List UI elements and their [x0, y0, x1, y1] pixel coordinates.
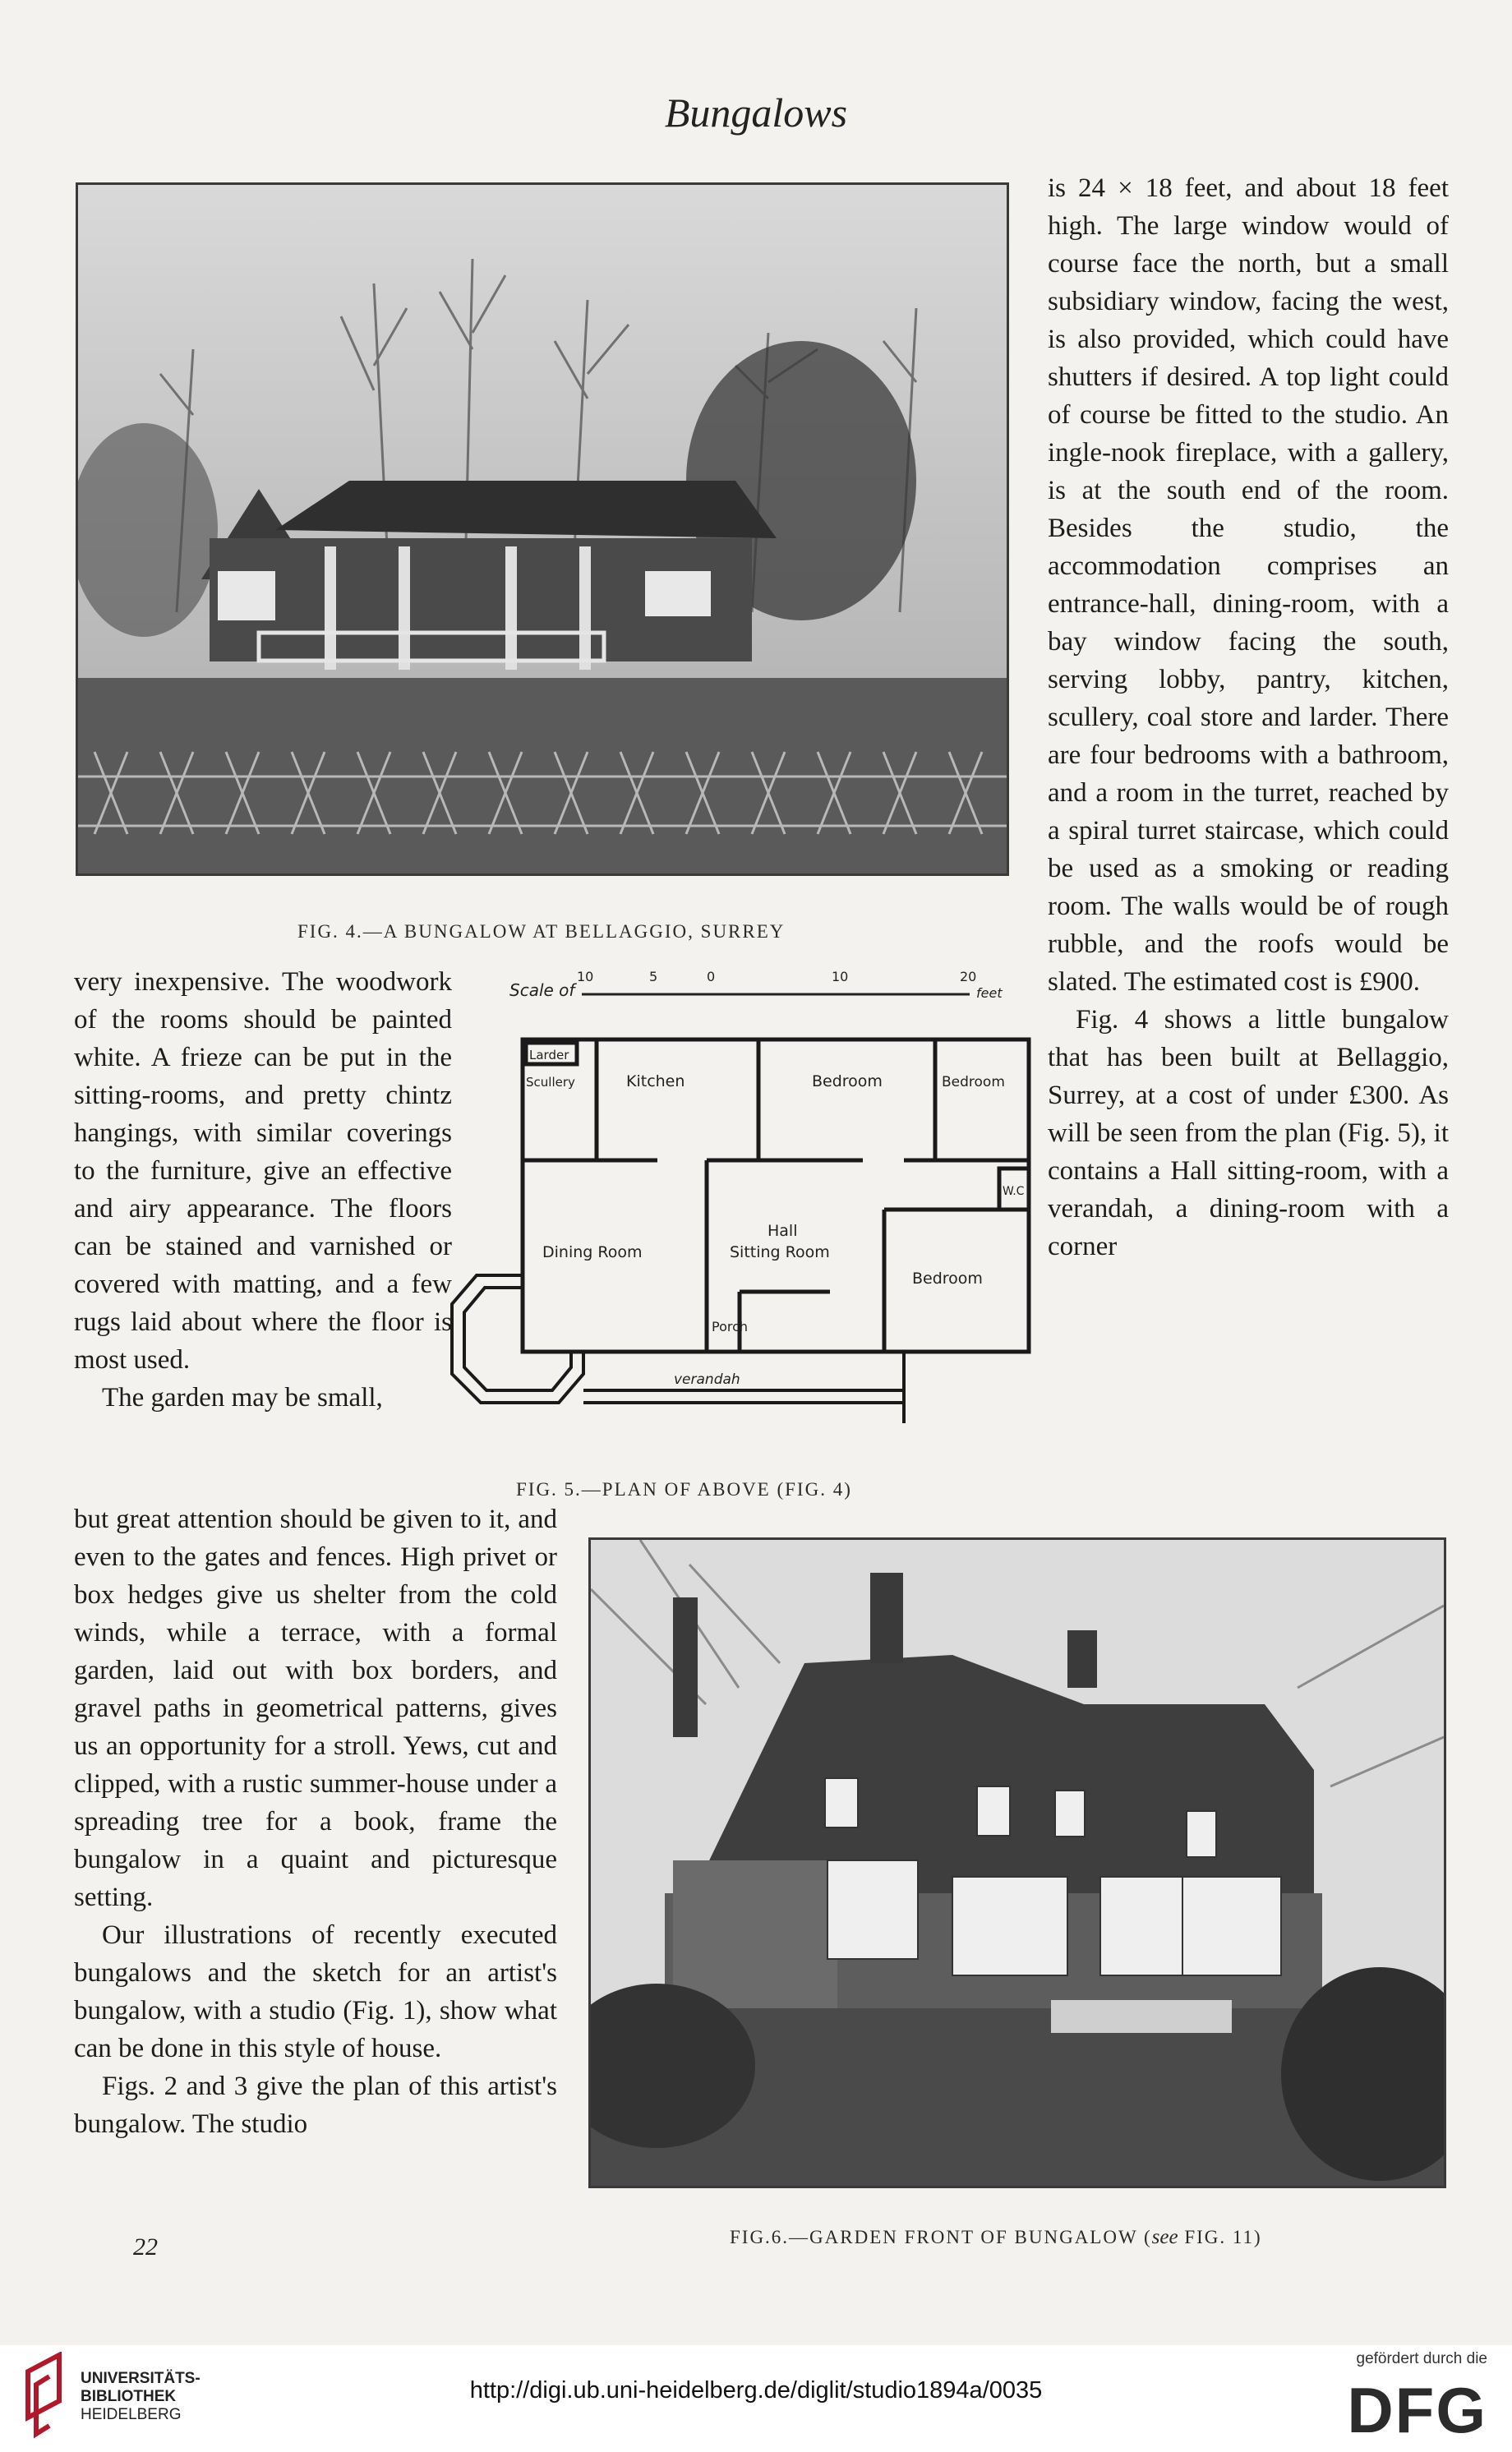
- scale-tick: 10: [832, 969, 849, 984]
- garden-front-image: [591, 1540, 1444, 2186]
- room-label: Larder: [529, 1048, 569, 1062]
- paragraph: Our illustrations of recently executed bungalows and the sketch for an artist's bungalow, with a studio (Fig. 1), show what can be done in this style of house.: [74, 1920, 557, 2063]
- room-label: Kitchen: [626, 1072, 685, 1090]
- permalink-url[interactable]: http://digi.ub.uni-heidelberg.de/diglit/studio1894a/0035: [469, 2377, 1043, 2404]
- room-label: Sitting Room: [730, 1243, 830, 1261]
- bungalow-bellaggio-image: [78, 185, 1007, 873]
- running-title: Bungalows: [664, 90, 848, 136]
- fig4-caption: FIG. 4.—A BUNGALOW AT BELLAGGIO, SURREY: [297, 921, 786, 942]
- room-label: Porch: [712, 1319, 749, 1334]
- room-label: verandah: [674, 1371, 740, 1388]
- funded-by-label: gefördert durch die: [1356, 2350, 1487, 2367]
- paragraph: is 24 × 18 feet, and about 18 feet high. The large window would of course face the north, but a small subsidiary window, facing the west, is also provided, which could have shutters if desired. A top light could of course be fitted to the studio. An ingle-nook fireplace, with a gallery, is at the south end of the room. Besides the studio, the accommodation comprises an entrance-hall, dining-room, with a bay window facing the south, serving lobby, pantry, kitchen, scullery, coal store and larder. There are four bedrooms with a bathroom, and a room in the turret, reached by a spiral turret staircase, which could be used as a smoking or reading room. The walls would be of rough rubble, and the roofs would be slated. The estimated cost is £900.: [1048, 173, 1449, 997]
- left-column-bottom: [74, 1500, 557, 2143]
- fig5-caption: FIG. 5.—PLAN OF ABOVE (FIG. 4): [516, 1479, 852, 1500]
- scale-tick: 10: [577, 969, 594, 984]
- paragraph-continued: but great attention should be given to it, and even to the gates and fences. High privet or box hedges give us shelter from the cold winds, while a terrace, with a formal garden, laid out with box borders, and gravel paths in geometrical patterns, gives us an opportunity for a stroll. Yews, cut and clipped, with a rustic summer-house under a spreading tree for a book, frame the bungalow in a quaint and picturesque setting.: [74, 1505, 557, 1912]
- room-label: Scullery: [526, 1075, 575, 1090]
- right-column: [1048, 169, 1449, 1265]
- page-number: 22: [133, 2233, 158, 2261]
- room-label: Hall: [768, 1222, 798, 1240]
- scale-label: Scale of: [509, 980, 575, 1000]
- fig5-floor-plan: [444, 963, 1035, 1473]
- room-label: Bedroom: [912, 1270, 983, 1288]
- paragraph: Fig. 4 shows a little bungalow that has been built at Bellaggio, Surrey, at a cost of under £300. As will be seen from the plan (Fig. 5), it contains a Hall sitting-room, with a verandah, a dining-room with a corner: [1048, 1005, 1449, 1261]
- library-name: UNIVERSITÄTS- BIBLIOTHEK HEIDELBERG: [81, 2370, 201, 2423]
- room-label: Dining Room: [542, 1243, 643, 1261]
- room-label: Bedroom: [812, 1072, 883, 1090]
- paragraph-start: The garden may be small,: [102, 1383, 383, 1413]
- paragraph: Figs. 2 and 3 give the plan of this artist's bungalow. The studio: [74, 2072, 557, 2139]
- scale-tick: 20: [960, 969, 977, 984]
- scale-tick: 0: [707, 969, 716, 984]
- verandah-outline: [452, 1275, 904, 1423]
- left-column-top: [74, 963, 452, 1417]
- paragraph: very inexpensive. The woodwork of the rooms should be painted white. A frieze can be put in the sitting-rooms, and pretty chintz hangings, with similar coverings to the furniture, give an effective and airy appearance. The floors can be stained and varnished or covered with matting, and a few rugs laid about where the floor is most used.: [74, 967, 452, 1375]
- fig6-photograph: [588, 1537, 1446, 2188]
- room-label: Bedroom: [942, 1074, 1005, 1090]
- scale-unit: feet: [976, 985, 1003, 1001]
- dfg-logo: DFG: [1347, 2374, 1487, 2446]
- scale-tick: 5: [649, 969, 658, 984]
- room-label: W.C: [1003, 1185, 1025, 1198]
- fig6-caption: FIG.6.—GARDEN FRONT OF BUNGALOW (see FIG. 11): [730, 2226, 1262, 2248]
- fig4-photograph: [76, 182, 1009, 876]
